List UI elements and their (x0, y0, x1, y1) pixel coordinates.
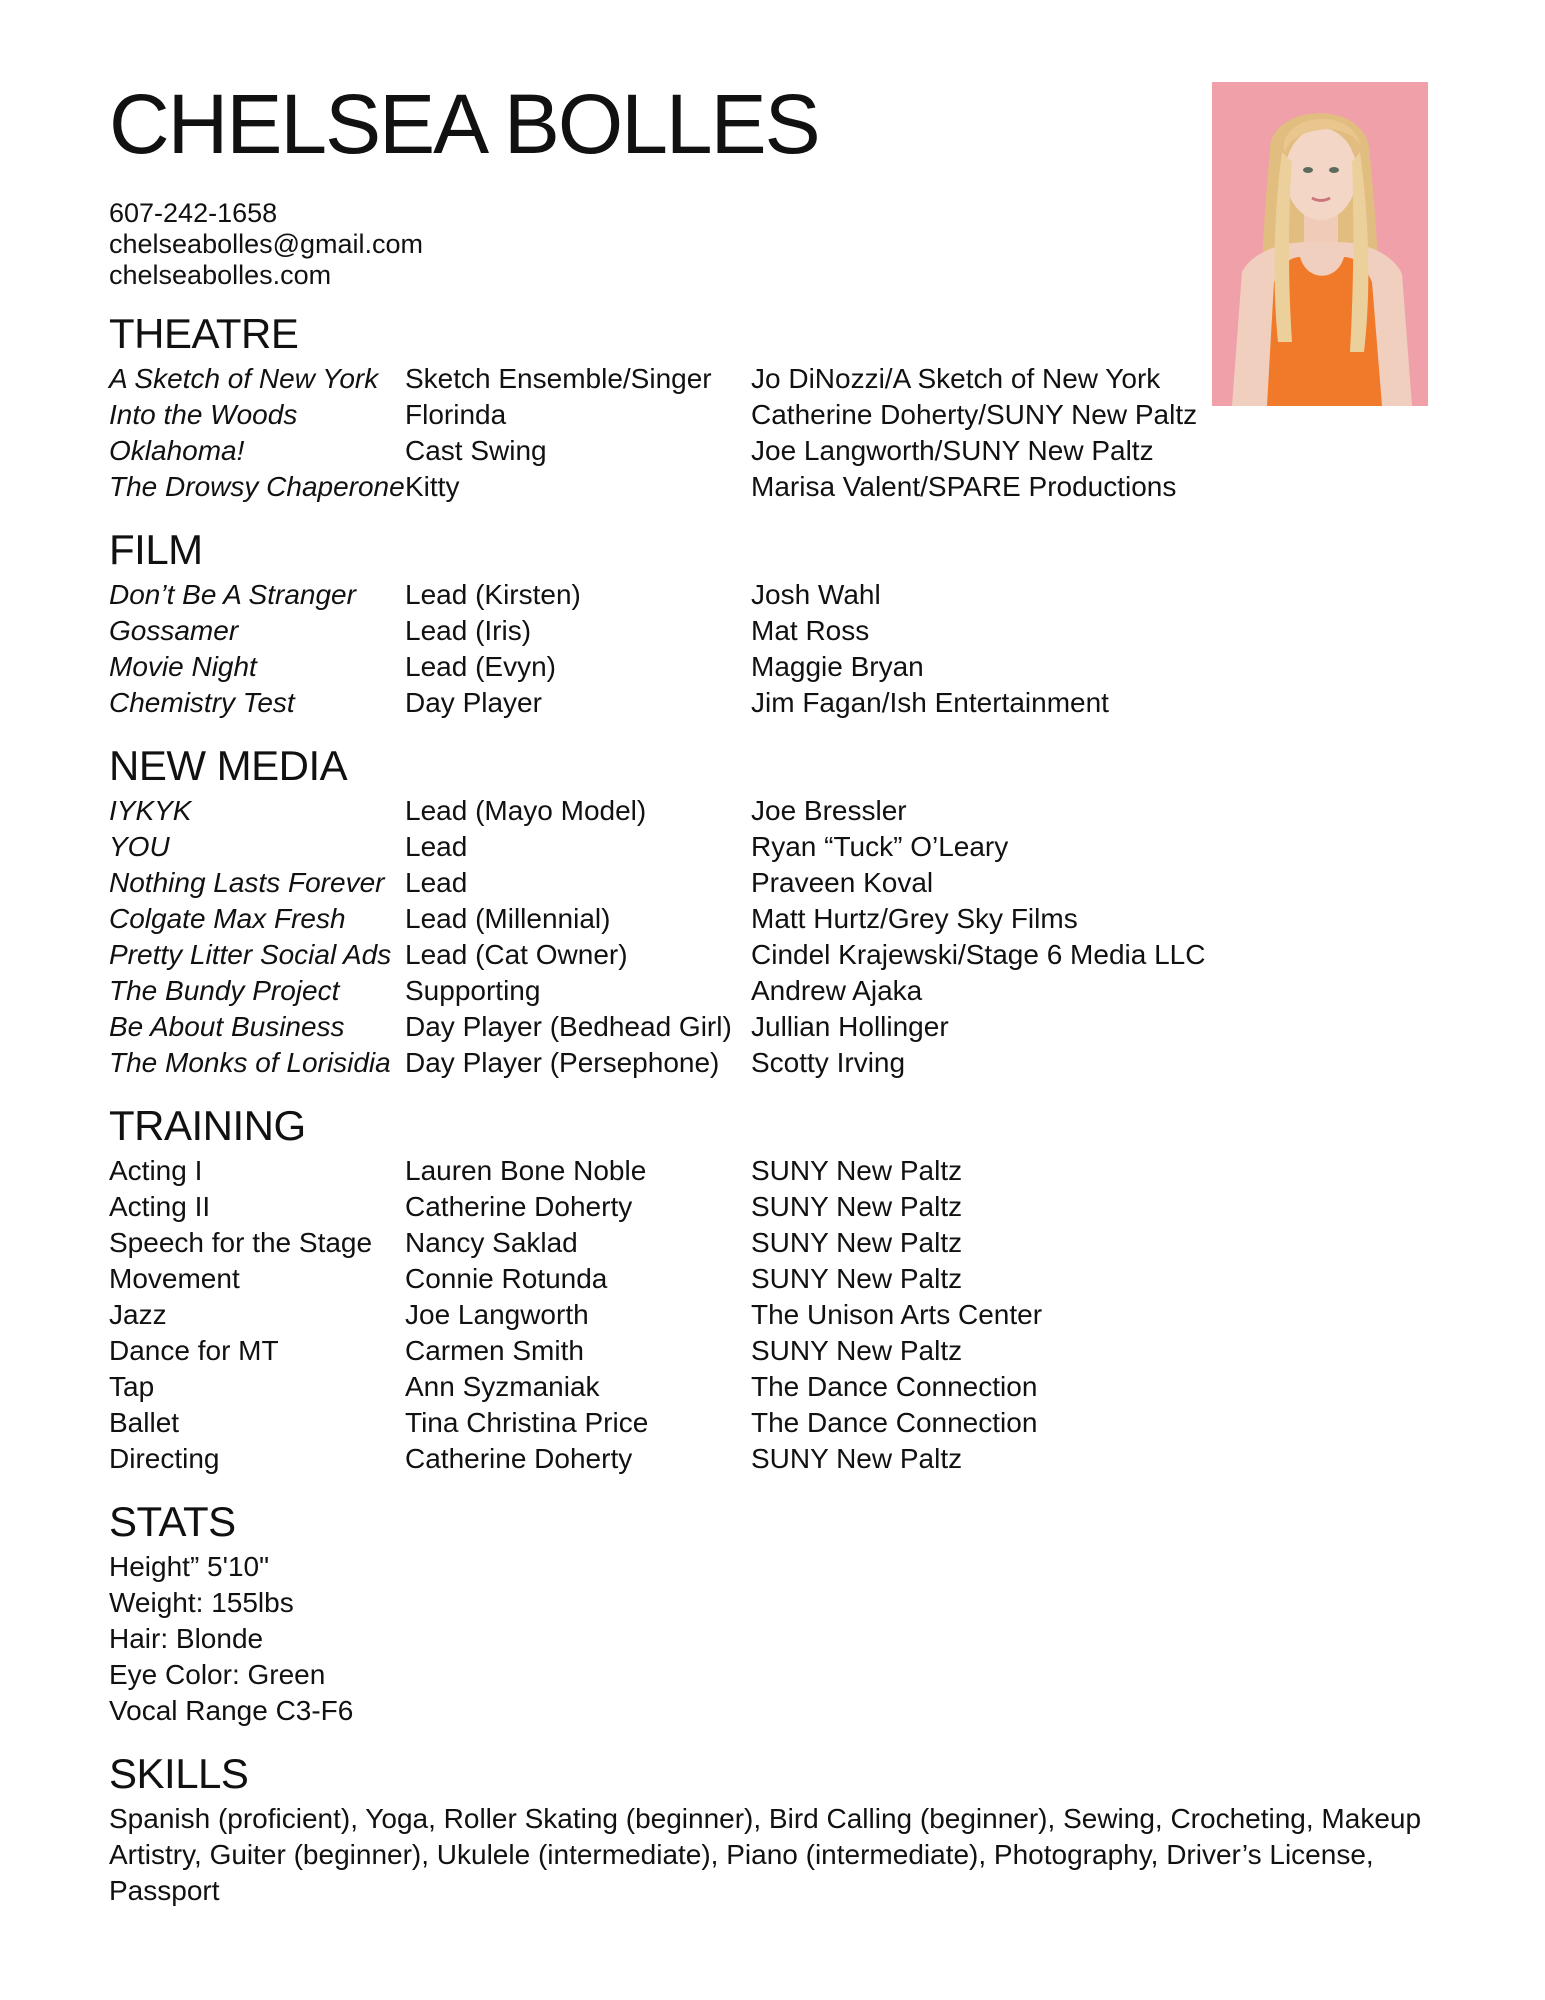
credit-title: Be About Business (109, 1011, 345, 1042)
resume-name: CHELSEA BOLLES (109, 77, 819, 171)
stat-item: Height” 5'10" (109, 1551, 270, 1582)
credit-director: Jim Fagan/Ish Entertainment (751, 687, 1109, 718)
credit-title: Ballet (109, 1407, 180, 1438)
credit-role: Lead (Millennial) (405, 903, 611, 934)
credit-role: Lead (405, 831, 468, 862)
credit-title: Jazz (109, 1299, 167, 1330)
credit-role: Day Player (Persephone) (405, 1047, 720, 1078)
credit-role: Carmen Smith (405, 1335, 584, 1366)
credit-role: Lead (Evyn) (405, 651, 556, 682)
table-row (109, 1369, 1229, 1405)
section-title-theatre: THEATRE (109, 310, 299, 357)
credit-role: Nancy Saklad (405, 1227, 578, 1258)
credit-director: The Unison Arts Center (751, 1299, 1043, 1330)
credit-title: A Sketch of New York (109, 363, 379, 394)
credit-title: Dance for MT (109, 1335, 279, 1366)
credit-role: Ann Syzmaniak (405, 1371, 600, 1402)
credit-director: Mat Ross (751, 615, 870, 646)
credit-role: Lead (405, 867, 468, 898)
credit-director: The Dance Connection (751, 1407, 1038, 1438)
credit-role: Lead (Mayo Model) (405, 795, 647, 826)
credit-title: Into the Woods (109, 399, 298, 430)
credit-role: Kitty (405, 471, 460, 502)
table-row (109, 829, 1229, 865)
training-table (109, 1153, 1229, 1477)
credit-director: SUNY New Paltz (751, 1335, 963, 1366)
credit-director: Joe Bressler (751, 795, 907, 826)
table-row (109, 865, 1229, 901)
credit-title: The Drowsy Chaperone (109, 471, 405, 502)
table-row (109, 685, 1229, 721)
credit-director: SUNY New Paltz (751, 1191, 963, 1222)
credit-title: The Monks of Lorisidia (109, 1047, 391, 1078)
credit-director: Joe Langworth/SUNY New Paltz (751, 435, 1154, 466)
section-title-skills: SKILLS (109, 1750, 249, 1797)
skills-text: Spanish (proficient), Yoga, Roller Skating (beginner), Bird Calling (beginner), Sewing, Crocheting, Makeup Artistry, Guiter (beginner), Ukulele (intermediate), Piano (intermediate), Photography, Driver’s License, Passport (109, 1803, 1422, 1906)
credit-role: Catherine Doherty (405, 1443, 633, 1474)
credit-title: Movie Night (109, 651, 257, 682)
credit-title: Speech for the Stage (109, 1227, 373, 1258)
credit-title: The Bundy Project (109, 975, 340, 1006)
credit-role: Lead (Iris) (405, 615, 532, 646)
credit-director: SUNY New Paltz (751, 1443, 963, 1474)
section-title-stats: STATS (109, 1498, 236, 1545)
table-row (109, 1297, 1229, 1333)
stat-item: Vocal Range C3-F6 (109, 1695, 354, 1726)
credit-title: Movement (109, 1263, 240, 1294)
credit-director: Marisa Valent/SPARE Productions (751, 471, 1177, 502)
credit-role: Cast Swing (405, 435, 547, 466)
table-row (109, 1333, 1229, 1369)
credit-title: Pretty Litter Social Ads (109, 939, 392, 970)
credit-director: Catherine Doherty/SUNY New Paltz (751, 399, 1198, 430)
credit-director: The Dance Connection (751, 1371, 1038, 1402)
table-row (109, 397, 1229, 433)
table-row (109, 1441, 1229, 1477)
table-row (109, 433, 1229, 469)
credit-title: Oklahoma! (109, 435, 245, 466)
credit-role: Sketch Ensemble/Singer (405, 363, 712, 394)
credit-director: Praveen Koval (751, 867, 934, 898)
credit-title: Acting II (109, 1191, 211, 1222)
section-title-film: FILM (109, 526, 203, 573)
credit-role: Lead (Cat Owner) (405, 939, 628, 970)
stat-item: Eye Color: Green (109, 1659, 326, 1690)
table-row (109, 1225, 1229, 1261)
table-row (109, 1189, 1229, 1225)
table-row (109, 973, 1229, 1009)
credit-role: Day Player (405, 687, 542, 718)
table-row (109, 361, 1229, 397)
credit-role: Supporting (405, 975, 541, 1006)
table-row (109, 469, 1229, 505)
credit-title: Don’t Be A Stranger (109, 579, 356, 610)
table-row (109, 613, 1229, 649)
table-row (109, 937, 1229, 973)
credit-director: Josh Wahl (751, 579, 881, 610)
credit-title: Colgate Max Fresh (109, 903, 346, 934)
credit-director: Matt Hurtz/Grey Sky Films (751, 903, 1078, 934)
credit-director: SUNY New Paltz (751, 1227, 963, 1258)
stat-item: Hair: Blonde (109, 1623, 264, 1654)
contact-block (109, 198, 1449, 291)
film-table (109, 577, 1229, 721)
theatre-table (109, 361, 1229, 505)
table-row (109, 1045, 1229, 1081)
contact-email: chelseabolles@gmail.com (109, 229, 424, 259)
table-row (109, 1009, 1229, 1045)
credit-role: Lauren Bone Noble (405, 1155, 647, 1186)
credit-director: Ryan “Tuck” O’Leary (751, 831, 1009, 862)
credit-title: Directing (109, 1443, 220, 1474)
credit-role: Joe Langworth (405, 1299, 589, 1330)
table-row (109, 649, 1229, 685)
table-row (109, 901, 1229, 937)
credit-role: Florinda (405, 399, 507, 430)
section-title-new-media: NEW MEDIA (109, 742, 348, 789)
section-title-training: TRAINING (109, 1102, 306, 1149)
credit-title: IYKYK (109, 795, 192, 826)
new-media-table (109, 793, 1229, 1081)
contact-website: chelseabolles.com (109, 260, 332, 290)
credit-director: Andrew Ajaka (751, 975, 923, 1006)
credit-role: Catherine Doherty (405, 1191, 633, 1222)
table-row (109, 577, 1229, 613)
table-row (109, 793, 1229, 829)
table-row (109, 1261, 1229, 1297)
contact-phone: 607-242-1658 (109, 198, 278, 228)
credit-director: Jullian Hollinger (751, 1011, 949, 1042)
credit-director: Maggie Bryan (751, 651, 924, 682)
credit-role: Day Player (Bedhead Girl) (405, 1011, 732, 1042)
stats-list (109, 1549, 1449, 1729)
resume-page (109, 78, 1449, 1909)
credit-role: Tina Christina Price (405, 1407, 649, 1438)
credit-title: Nothing Lasts Forever (109, 867, 385, 898)
credit-director: SUNY New Paltz (751, 1263, 963, 1294)
credit-role: Connie Rotunda (405, 1263, 608, 1294)
credit-role: Lead (Kirsten) (405, 579, 581, 610)
table-row (109, 1405, 1229, 1441)
credit-title: Acting I (109, 1155, 203, 1186)
credit-title: YOU (109, 831, 170, 862)
credit-title: Tap (109, 1371, 155, 1402)
credit-title: Chemistry Test (109, 687, 295, 718)
credit-title: Gossamer (109, 615, 239, 646)
credit-director: Scotty Irving (751, 1047, 906, 1078)
stat-item: Weight: 155lbs (109, 1587, 294, 1618)
table-row (109, 1153, 1229, 1189)
credit-director: Jo DiNozzi/A Sketch of New York (751, 363, 1161, 394)
credit-director: Cindel Krajewski/Stage 6 Media LLC (751, 939, 1206, 970)
credit-director: SUNY New Paltz (751, 1155, 963, 1186)
